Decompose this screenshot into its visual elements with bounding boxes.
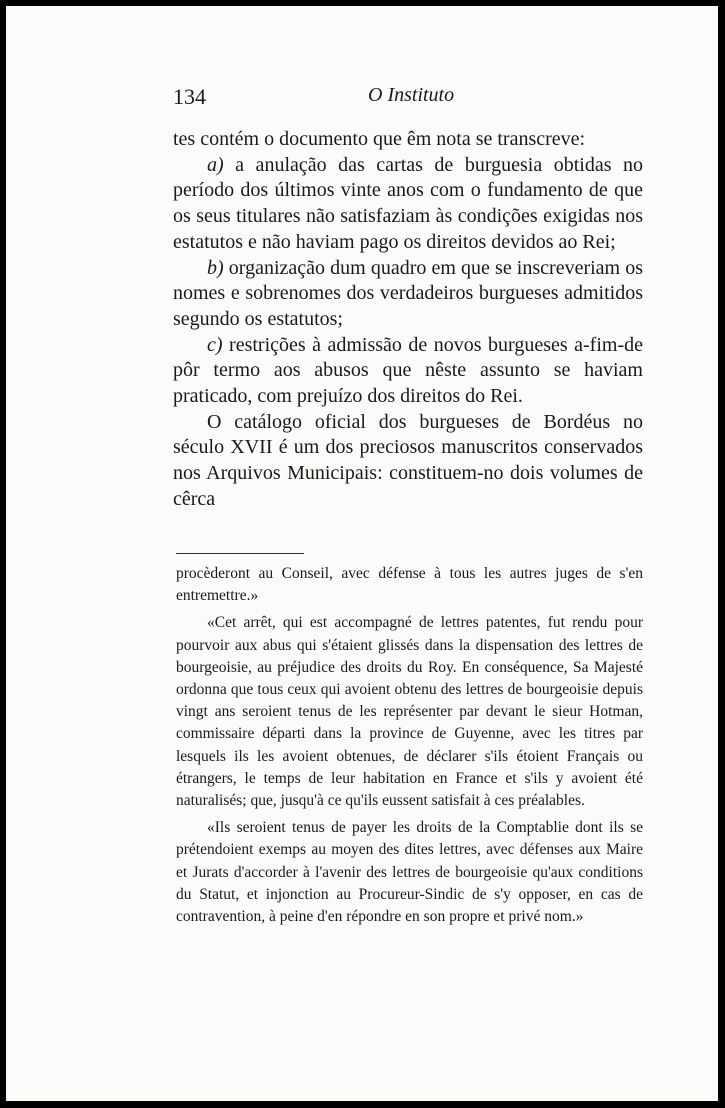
list-item-a <box>173 153 643 256</box>
list-text-c: restrições à admissão de novos burgueses a-fim-de pôr termo aos abusos que nêste assunto se haviam praticado, com prejuízo dos direitos do Rei. <box>173 333 643 408</box>
footnote-quote-2: «Ils seroient tenus de payer les droits de la Comptablie dont ils se prétendoient exemps au moyen des dites lettres, avec défenses aux Maire et Jurats d'accorder à l'avenir des lettres de bourgeoisie qu'aux conditions du Statut, et injonction au Procureur-Sindic de s'y opposer, en cas de contravention, à peine d'en répondre en son propre et privé nom.» <box>176 819 643 926</box>
list-label-a: a) <box>207 153 224 176</box>
list-text-b: organização dum quadro em que se inscreveriam os nomes e sobrenomes dos verdadeiros burgueses admitidos segundo os estatutos; <box>173 256 643 330</box>
list-label-b: b) <box>207 256 224 279</box>
book-page <box>6 6 718 1101</box>
main-text <box>173 127 643 513</box>
list-text-a: a anulação das cartas de burguesia obtidas no período dos últimos vinte anos com o fundamento de que os seus titulares não satisfaziam às condições exigidas nos estatutos e não haviam pago os direitos devidos ao Rei; <box>173 153 643 253</box>
running-title: O Instituto <box>368 84 455 106</box>
footnotes <box>176 563 643 933</box>
footnote-divider <box>176 553 304 554</box>
footnote-continuation: procèderont au Conseil, avec défense à tous les autres juges de s'en entremettre.» <box>176 565 643 605</box>
intro-paragraph: tes contém o documento que êm nota se transcreve: <box>173 128 586 150</box>
catalog-paragraph: O catálogo oficial dos burgueses de Bordéus no século XVII é um dos preciosos manuscritos conservados nos Arquivos Municipais: constituem-no dois volumes de cêrca <box>173 410 643 510</box>
list-item-b <box>173 256 643 333</box>
list-item-c <box>173 333 643 410</box>
footnote-quote-1: «Cet arrêt, qui est accompagné de lettres patentes, fut rendu pour pourvoir aux abus qui s'étaient glissés dans la dispensation des lettres de bourgeoisie, au préjudice des droits du Roy. En conséquence, Sa Majesté ordonna que tous ceux qui avoient obtenu des lettres de bourgeoisie depuis vingt ans seroient tenus de les représenter par devant le sieur Hotman, commissaire départi dans la province de Guyenne, avec les titres par lesquels ils les avoient obtenues, de déclarer s'ils étoient Français ou étrangers, le temps de leur habitation en France et s'ils y avoient été naturalisés; que, jusqu'à ce qu'ils eussent satisfait à ces préalables. <box>176 614 643 810</box>
list-label-c: c) <box>207 333 223 356</box>
page-number: 134 <box>173 84 206 109</box>
page-header <box>173 82 463 112</box>
